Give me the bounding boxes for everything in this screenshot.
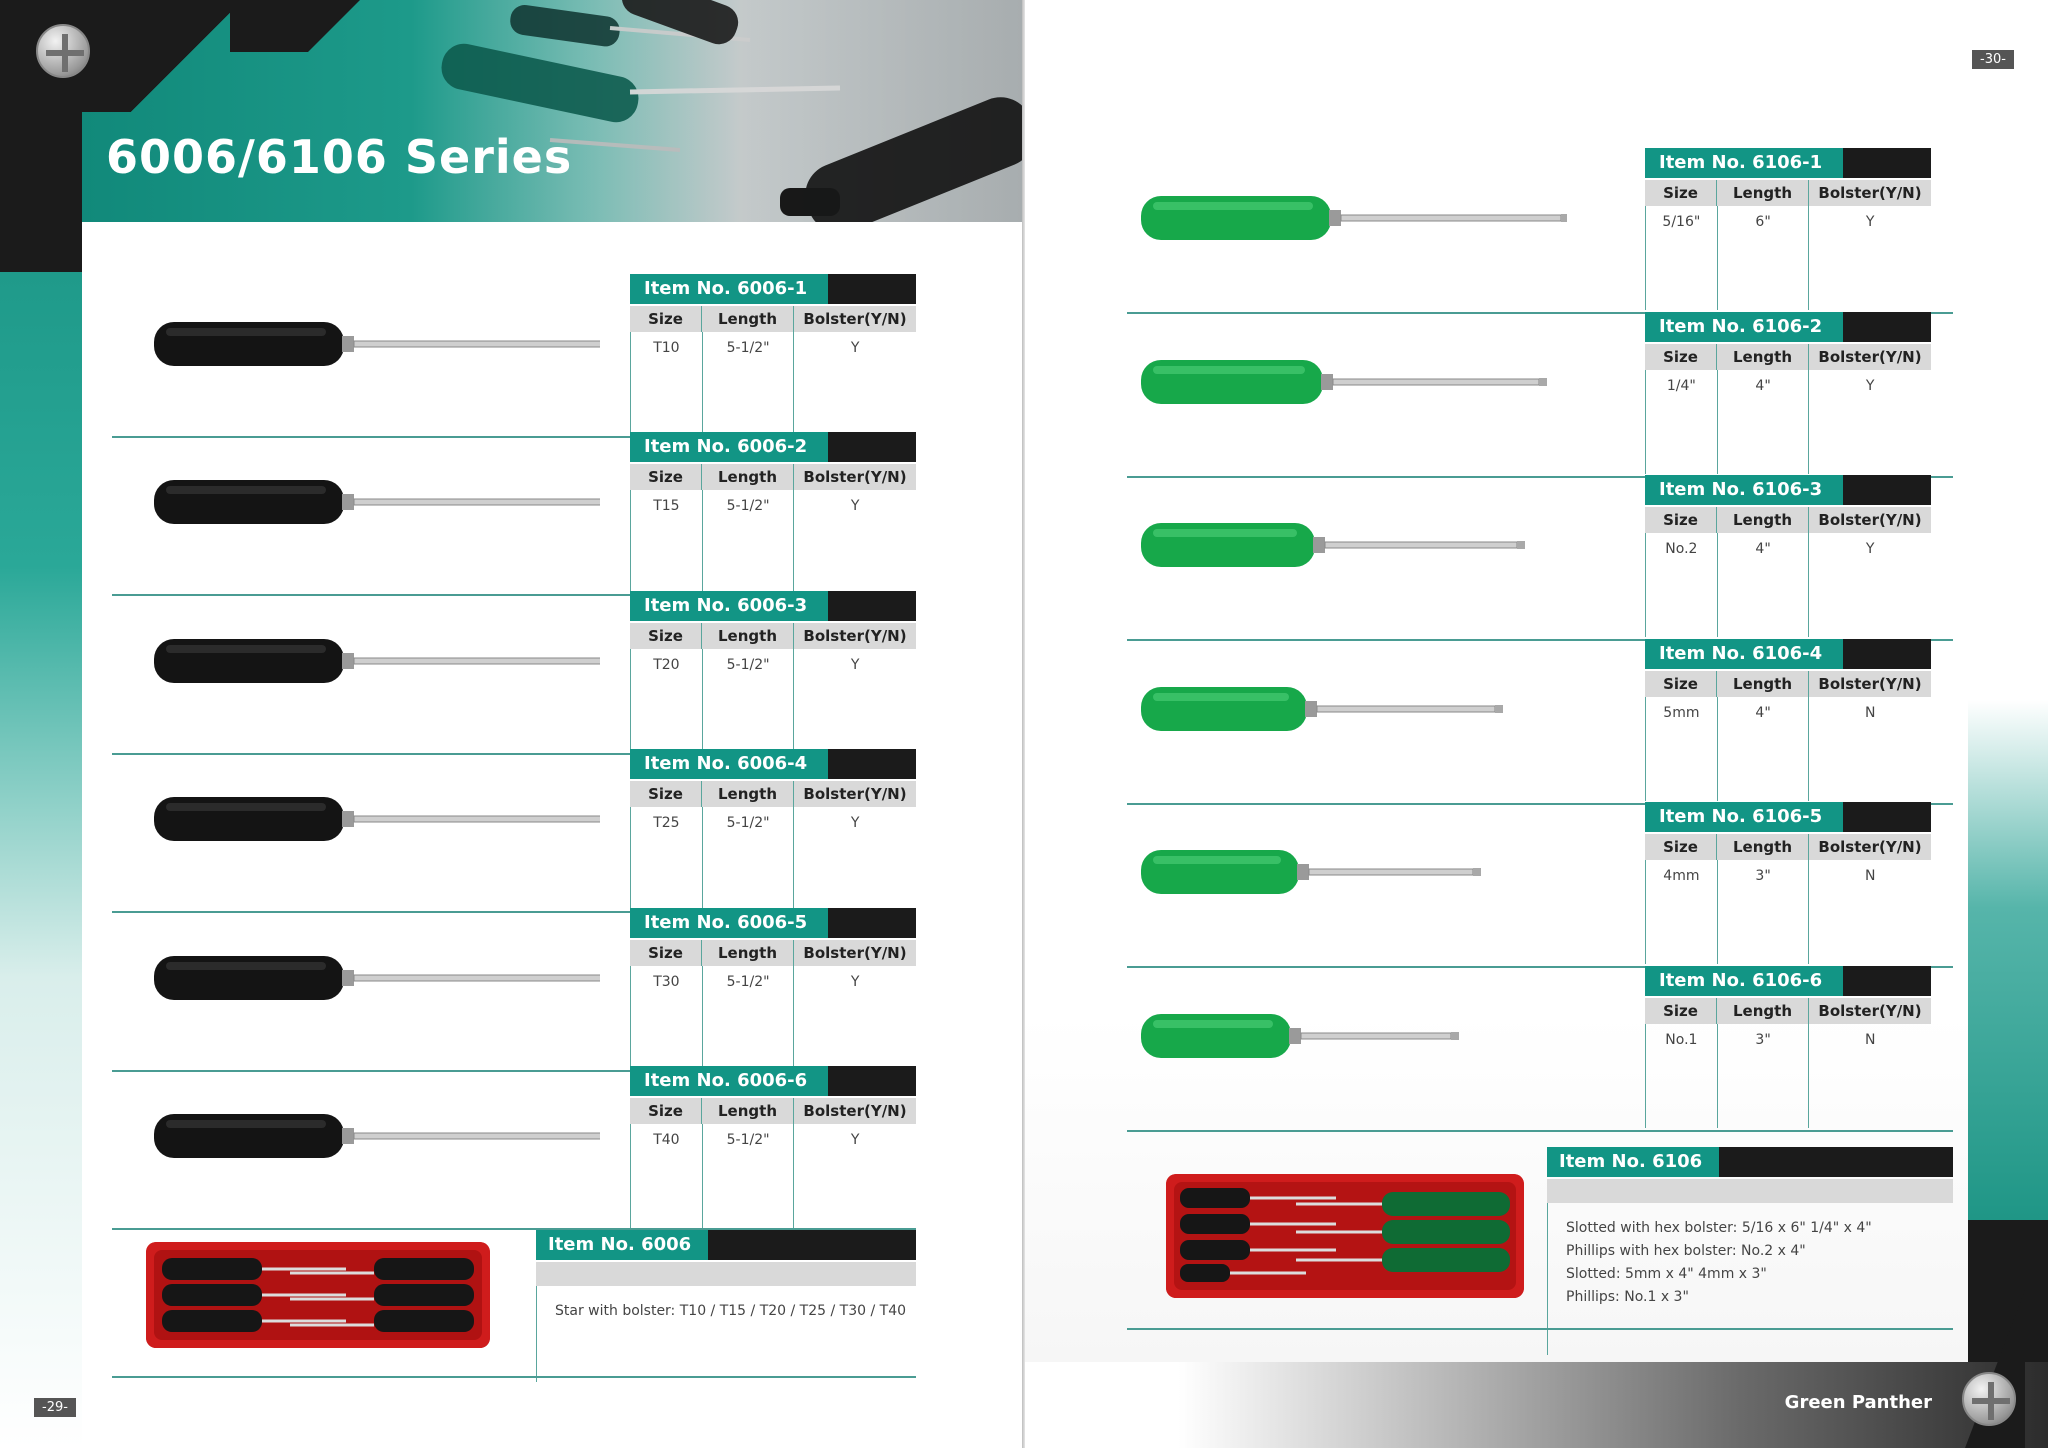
- length-value: 4": [1718, 370, 1810, 474]
- length-value: 5-1/2": [703, 1124, 795, 1228]
- col-length: Length: [702, 464, 794, 490]
- row-divider: [1127, 1130, 1953, 1132]
- row-divider: [1127, 1328, 1953, 1330]
- col-size: Size: [630, 306, 702, 332]
- spec-table: [1645, 966, 1931, 1128]
- bolster-value: Y: [850, 340, 860, 356]
- col-bolster: Bolster(Y/N): [1818, 838, 1922, 856]
- col-bolster: Bolster(Y/N): [803, 627, 907, 645]
- col-size: Size: [1645, 507, 1717, 533]
- green-screwdriver-image: [1137, 509, 1567, 579]
- col-bolster: Bolster(Y/N): [803, 785, 907, 803]
- item-number: Item No. 6106-6: [1645, 966, 1843, 996]
- col-bolster: Bolster(Y/N): [803, 468, 907, 486]
- set-line: Slotted: 5mm x 4" 4mm x 3": [1566, 1266, 1767, 1282]
- col-bolster: Bolster(Y/N): [803, 1102, 907, 1120]
- bolster-value: Y: [850, 498, 860, 514]
- size-value: T15: [631, 490, 703, 594]
- col-size: Size: [630, 623, 702, 649]
- spec-value-row: [1645, 860, 1931, 964]
- item-number: Item No. 6006-2: [630, 432, 828, 462]
- green-screwdriver-image: [1137, 182, 1567, 252]
- spec-value-row: [630, 332, 916, 436]
- spec-value-row: [630, 966, 916, 1070]
- bolster-value: Y: [850, 657, 860, 673]
- col-size: Size: [1645, 344, 1717, 370]
- size-value: 1/4": [1646, 370, 1718, 474]
- spec-header-row: [1645, 507, 1931, 533]
- length-value: 5-1/2": [703, 490, 795, 594]
- set-tray-image-6106: [1166, 1174, 1524, 1298]
- length-value: 3": [1718, 860, 1810, 964]
- col-length: Length: [1717, 671, 1809, 697]
- spec-value-row: [630, 1124, 916, 1228]
- spec-header-row: [630, 464, 916, 490]
- set-line: Star with bolster: T10 / T15 / T20 / T25 / T30 / T40: [555, 1303, 907, 1319]
- spec-table: [1645, 148, 1931, 310]
- bolster-value: N: [1864, 1032, 1876, 1048]
- green-screwdriver-image: [1137, 836, 1567, 906]
- length-value: 4": [1718, 533, 1810, 637]
- size-value: 5mm: [1646, 697, 1718, 801]
- item-number: Item No. 6006-5: [630, 908, 828, 938]
- set-spec-6006: [536, 1230, 916, 1382]
- col-bolster: Bolster(Y/N): [803, 944, 907, 962]
- col-size: Size: [630, 464, 702, 490]
- size-value: 4mm: [1646, 860, 1718, 964]
- length-value: 6": [1718, 206, 1810, 310]
- spec-value-row: [1645, 533, 1931, 637]
- item-number: Item No. 6106-4: [1645, 639, 1843, 669]
- bolster-value: Y: [1865, 378, 1875, 394]
- green-screwdriver-image: [1137, 346, 1567, 416]
- col-length: Length: [1717, 344, 1809, 370]
- col-bolster: Bolster(Y/N): [803, 310, 907, 328]
- item-number: Item No. 6006-4: [630, 749, 828, 779]
- col-length: Length: [702, 306, 794, 332]
- col-size: Size: [630, 1098, 702, 1124]
- col-length: Length: [702, 1098, 794, 1124]
- spec-value-row: [1645, 206, 1931, 310]
- green-screwdriver-image: [1137, 673, 1567, 743]
- set-description: [536, 1286, 916, 1382]
- col-bolster: Bolster(Y/N): [1818, 511, 1922, 529]
- item-number: Item No. 6006-1: [630, 274, 828, 304]
- page-number: -29-: [34, 1398, 76, 1417]
- spec-header-row: [1645, 671, 1931, 697]
- length-value: 5-1/2": [703, 649, 795, 753]
- col-length: Length: [1717, 180, 1809, 206]
- row-divider: [112, 1376, 916, 1378]
- set-description: [1547, 1203, 1953, 1355]
- size-value: T10: [631, 332, 703, 436]
- spec-value-row: [1645, 370, 1931, 474]
- item-number: Item No. 6006-3: [630, 591, 828, 621]
- item-number: Item No. 6106-1: [1645, 148, 1843, 178]
- spec-table: [1645, 312, 1931, 474]
- spec-table: [1645, 639, 1931, 801]
- length-value: 5-1/2": [703, 332, 795, 436]
- length-value: 4": [1718, 697, 1810, 801]
- black-screwdriver-image: [150, 942, 600, 1012]
- spec-table: [630, 908, 916, 1070]
- size-value: T25: [631, 807, 703, 911]
- col-bolster: Bolster(Y/N): [1818, 675, 1922, 693]
- spec-value-row: [1645, 1024, 1931, 1128]
- black-screwdriver-image: [150, 308, 600, 378]
- spec-header-row: [630, 623, 916, 649]
- spec-value-row: [1645, 697, 1931, 801]
- left-page: [0, 0, 1022, 1448]
- col-bolster: Bolster(Y/N): [1818, 1002, 1922, 1020]
- bolster-value: Y: [1865, 541, 1875, 557]
- col-length: Length: [1717, 507, 1809, 533]
- page-title: 6006/6106 Series: [106, 130, 573, 184]
- size-value: T20: [631, 649, 703, 753]
- spec-header-row: [1645, 344, 1931, 370]
- col-size: Size: [1645, 671, 1717, 697]
- set-spec-6106: [1547, 1147, 1953, 1355]
- size-value: No.1: [1646, 1024, 1718, 1128]
- col-length: Length: [702, 940, 794, 966]
- length-value: 3": [1718, 1024, 1810, 1128]
- brand-name: Green Panther: [1784, 1392, 1932, 1413]
- col-length: Length: [1717, 834, 1809, 860]
- spec-value-row: [630, 649, 916, 753]
- spec-table: [630, 432, 916, 594]
- spec-value-row: [630, 807, 916, 911]
- length-value: 5-1/2": [703, 807, 795, 911]
- spec-table: [1645, 802, 1931, 964]
- page-number: -30-: [1972, 50, 2014, 69]
- col-bolster: Bolster(Y/N): [1818, 348, 1922, 366]
- bolster-value: N: [1864, 705, 1876, 721]
- col-size: Size: [630, 940, 702, 966]
- spec-table: [1645, 475, 1931, 637]
- spec-table: [630, 274, 916, 436]
- col-length: Length: [702, 781, 794, 807]
- spec-header-row: [1645, 180, 1931, 206]
- spec-header-row: [630, 1098, 916, 1124]
- green-screwdriver-image: [1137, 1000, 1567, 1070]
- spec-header-row: [630, 940, 916, 966]
- item-number: Item No. 6106-3: [1645, 475, 1843, 505]
- screw-head-icon: [1962, 1372, 2016, 1426]
- bolster-value: Y: [850, 815, 860, 831]
- set-line: Phillips with hex bolster: No.2 x 4": [1566, 1243, 1806, 1259]
- bolster-value: N: [1864, 868, 1876, 884]
- spec-header-row: [630, 306, 916, 332]
- spec-table: [630, 749, 916, 911]
- set-item-number: Item No. 6106: [1547, 1147, 1719, 1177]
- item-number: Item No. 6106-2: [1645, 312, 1843, 342]
- header-photo: [420, 0, 1022, 222]
- item-number: Item No. 6106-5: [1645, 802, 1843, 832]
- spec-header-row: [1645, 834, 1931, 860]
- col-length: Length: [702, 623, 794, 649]
- col-size: Size: [1645, 834, 1717, 860]
- black-screwdriver-image: [150, 783, 600, 853]
- bolster-value: Y: [850, 974, 860, 990]
- col-size: Size: [1645, 998, 1717, 1024]
- spec-value-row: [630, 490, 916, 594]
- spec-table: [630, 591, 916, 753]
- size-value: T30: [631, 966, 703, 1070]
- spec-table: [630, 1066, 916, 1228]
- col-length: Length: [1717, 998, 1809, 1024]
- item-number: Item No. 6006-6: [630, 1066, 828, 1096]
- bolster-value: Y: [850, 1132, 860, 1148]
- screw-head-icon: [36, 24, 90, 78]
- bolster-value: Y: [1865, 214, 1875, 230]
- size-value: T40: [631, 1124, 703, 1228]
- size-value: 5/16": [1646, 206, 1718, 310]
- black-screwdriver-image: [150, 1100, 600, 1170]
- length-value: 5-1/2": [703, 966, 795, 1070]
- left-teal-sidebar: [0, 272, 82, 1448]
- set-line: Slotted with hex bolster: 5/16 x 6" 1/4" x 4": [1566, 1220, 1872, 1236]
- spec-header-row: [630, 781, 916, 807]
- set-item-number: Item No. 6006: [536, 1230, 708, 1260]
- set-tray-image-6006: [146, 1242, 490, 1348]
- spec-header-row: [1645, 998, 1931, 1024]
- col-size: Size: [630, 781, 702, 807]
- set-line: Phillips: No.1 x 3": [1566, 1289, 1689, 1305]
- right-teal-sidebar: [1968, 700, 2048, 1220]
- col-bolster: Bolster(Y/N): [1818, 184, 1922, 202]
- right-page: [1025, 0, 2048, 1448]
- size-value: No.2: [1646, 533, 1718, 637]
- col-size: Size: [1645, 180, 1717, 206]
- black-screwdriver-image: [150, 625, 600, 695]
- black-screwdriver-image: [150, 466, 600, 536]
